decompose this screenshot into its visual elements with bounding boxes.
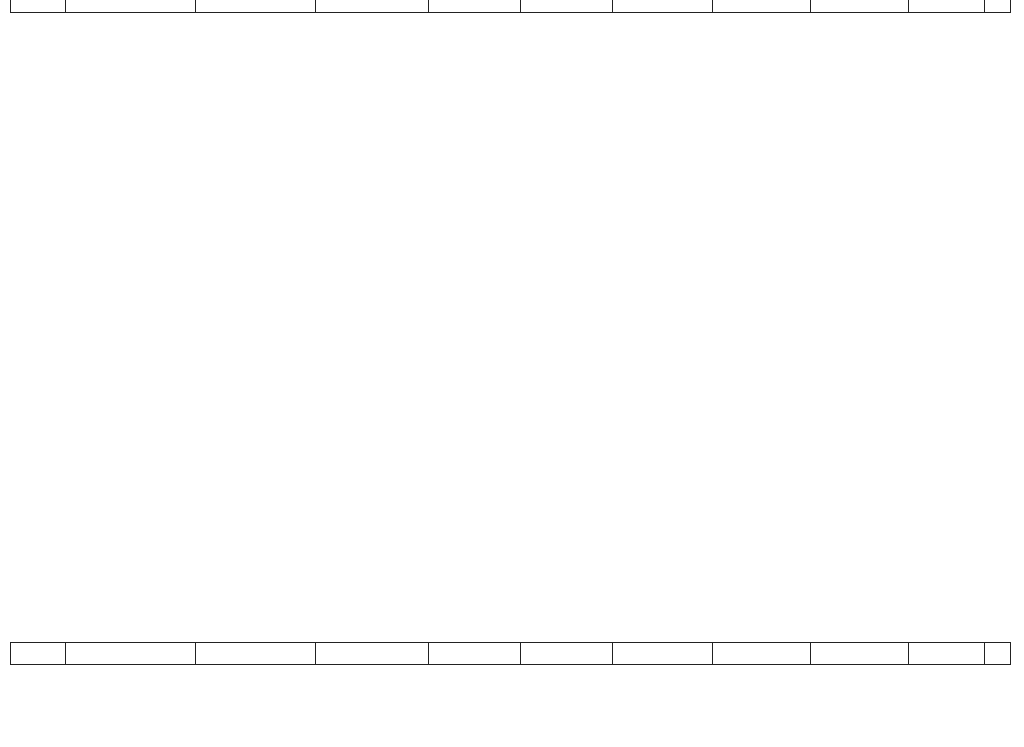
schedule-table-bottom: [10, 642, 1011, 665]
continuation-row: [11, 643, 1011, 665]
schedule-body-top: [11, 0, 1011, 13]
header-fragment-cell: [316, 0, 429, 13]
schedule-table-top: [10, 0, 1011, 13]
header-fragment-cell: [713, 0, 811, 13]
continuation-cell: [909, 643, 985, 665]
schedule-body-bottom: [11, 643, 1011, 665]
header-fragment-row: [11, 0, 1011, 13]
